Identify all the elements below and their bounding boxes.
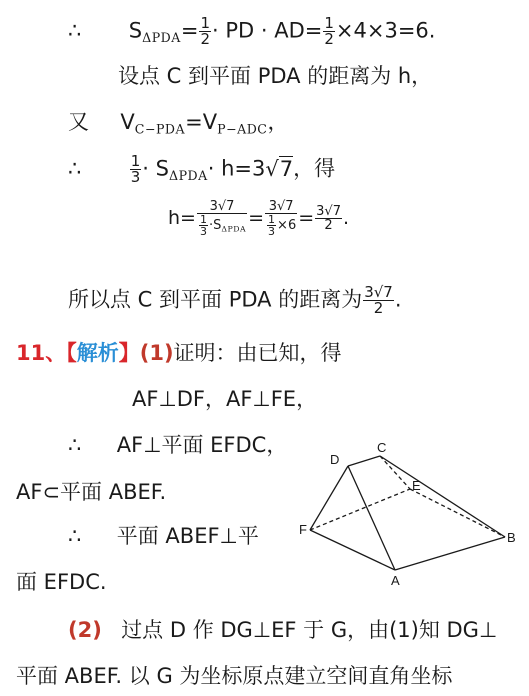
edge-fa — [310, 530, 395, 570]
v2-subscript: P−ADC — [217, 121, 268, 137]
geometry-figure — [300, 442, 520, 592]
therefore-symbol: ∴ — [68, 18, 82, 43]
edge-ab — [395, 537, 505, 570]
label-c: C — [377, 440, 387, 455]
part-1-label: (1) — [139, 341, 174, 365]
coordinate-setup-line: 平面 ABEF. 以 G 为坐标原点建立空间直角坐标 — [16, 664, 453, 688]
af-perp-plane: ∴ AF⊥平面 EFDC， — [68, 433, 288, 457]
label-f: F — [299, 522, 307, 537]
edge-da — [348, 466, 395, 570]
v-symbol-1: V — [120, 110, 135, 134]
fraction-h-2: 3√7 $\frac{1}{3}$ ×6 — [265, 200, 297, 237]
edge-fe-hidden — [310, 489, 410, 530]
v1-subscript: C−PDA — [134, 121, 186, 137]
s-subscript: ΔPDA — [168, 167, 208, 183]
product-text: · PD · AD= — [212, 18, 323, 43]
edge-dc — [348, 456, 380, 466]
label-b: B — [507, 530, 516, 545]
h-derivation-line: h= 3√7 $\frac{1}{3}$ $\cdot S_{\Delta PDA}$ = 3√7 $\frac{1}{3}$ ×6 = $\frac{3√7}{2}$ . — [168, 199, 350, 238]
fraction-h-3: $\frac{3√7}{2}$ — [316, 204, 341, 233]
s-subscript: ΔPDA — [142, 29, 181, 45]
plane-perp-cont: 面 EFDC. — [16, 570, 107, 594]
de-text: ，得 — [293, 156, 336, 181]
label-e: E — [412, 478, 421, 493]
therefore-symbol: ∴ — [68, 156, 82, 181]
conclusion-text: 所以点 C 到平面 PDA 的距离为 — [68, 287, 363, 312]
sqrt-seven: √7 — [265, 156, 294, 181]
edge-eb-hidden — [410, 489, 505, 537]
equals-sign: = — [180, 18, 199, 43]
label-a: A — [391, 573, 400, 588]
label-d: D — [330, 452, 340, 467]
perpendicular-facts: AF⊥DF，AF⊥FE， — [132, 387, 318, 411]
conclusion-line: 所以点 C 到平面 PDA 的距离为 $\frac{3√7}{2}$ . — [68, 283, 402, 317]
fraction-half-2: $\frac{1}{2}$ — [324, 14, 334, 48]
you-char: 又 — [68, 110, 89, 134]
af-in-plane: AF⊂平面 ABEF. — [16, 480, 167, 504]
eq-area-line — [68, 16, 435, 47]
s-symbol: · S — [142, 156, 169, 181]
volume-expression-line — [68, 154, 335, 185]
edge-fd — [310, 466, 348, 530]
edge-cb — [380, 456, 505, 537]
fraction-answer: $\frac{3√7}{2}$ — [364, 283, 393, 317]
equals-v: =V — [185, 110, 218, 134]
problem-11-header: 11、【解析】(1)证明：由已知，得 — [16, 341, 342, 365]
s-symbol: S — [128, 18, 143, 43]
h-equals: h= — [168, 207, 196, 229]
volume-equality-line — [68, 112, 288, 136]
fraction-half-1: $\frac{1}{2}$ — [200, 14, 211, 48]
jiexi-label: 解析 — [76, 341, 119, 365]
problem-number: 11、 — [16, 341, 67, 365]
fraction-third: $\frac{1}{3}$ — [130, 152, 141, 186]
plane-perp-line: ∴ 平面 ABEF⊥平 — [68, 524, 259, 548]
proof-intro: 证明：由已知，得 — [173, 341, 342, 365]
distance-assumption-line: 设点 C 到平面 PDA 的距离为 h， — [118, 64, 433, 88]
comma: ， — [267, 110, 289, 134]
part-2-line: (2) 过点 D 作 DG⊥EF 于 G，由(1)知 DG⊥ — [68, 618, 498, 642]
fraction-h-1: 3√7 $\frac{1}{3}$ $\cdot S_{\Delta PDA}$ — [197, 200, 247, 237]
product-result: ×4×3=6. — [335, 18, 436, 43]
part-2-label: (2) — [68, 618, 102, 642]
h-product: · h=3 — [207, 156, 266, 181]
